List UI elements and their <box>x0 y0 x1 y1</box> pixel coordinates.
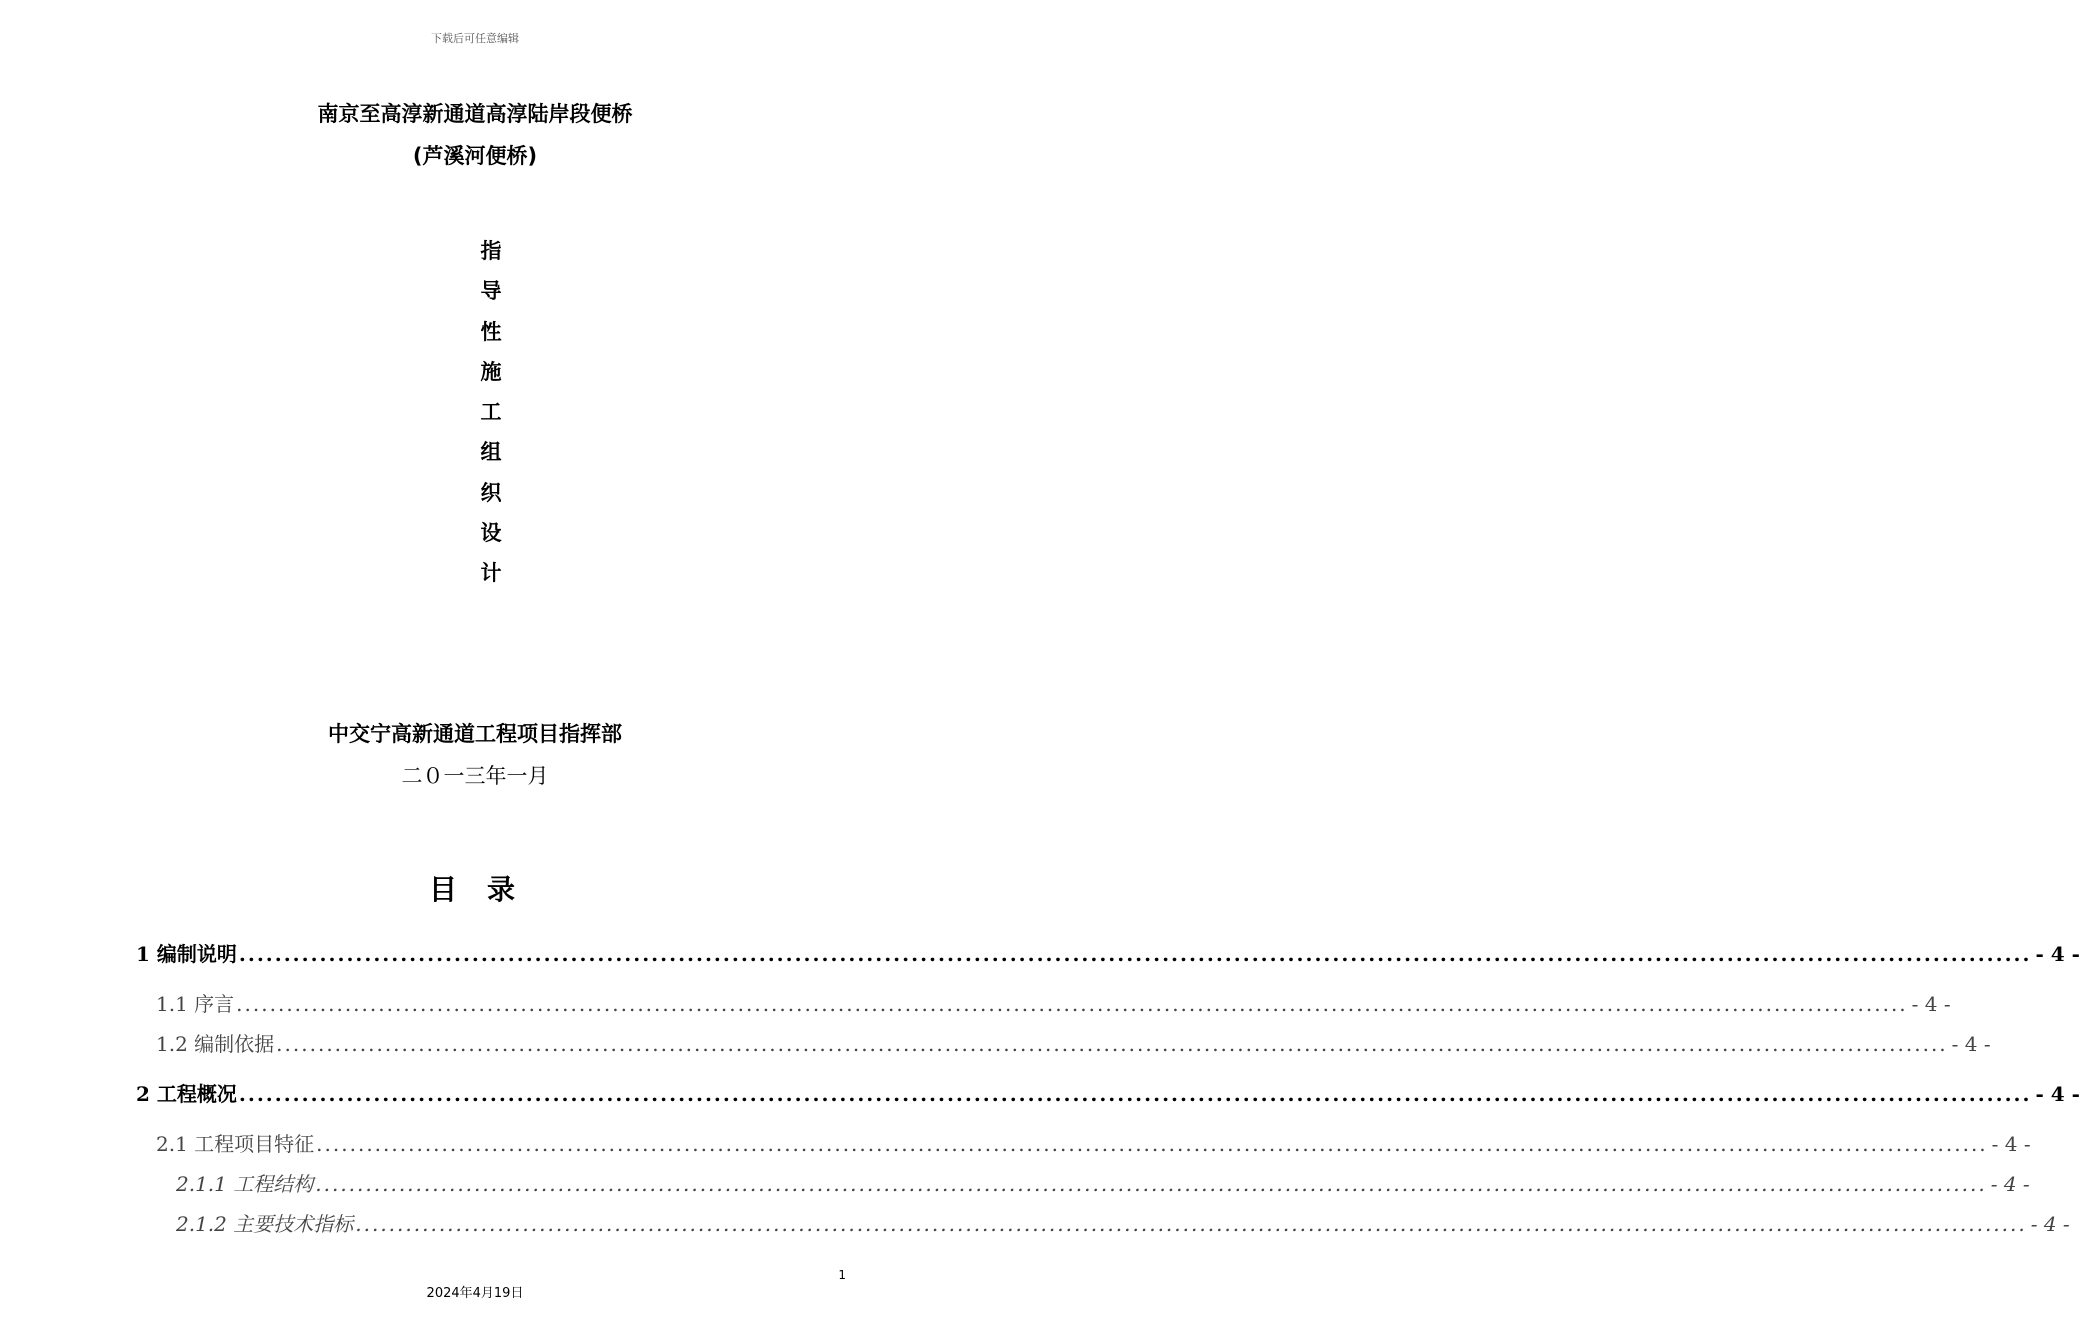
toc-leader-dots: ........................................................................................................................................................................................................ <box>276 1032 1948 1056</box>
vertical-title-char: 设 <box>480 521 502 546</box>
toc-entry-page: - 4 - <box>2035 1082 2080 1106</box>
document-date: 二０一三年一月 <box>401 764 549 788</box>
toc-leader-dots: ........................................................................................................................................................................................................ <box>236 992 1908 1016</box>
toc-entry[interactable] <box>156 988 1951 1017</box>
toc-entry-page: - 4 - <box>2030 1212 2070 1236</box>
vertical-title-char: 计 <box>480 561 502 586</box>
toc-entry[interactable] <box>136 1078 2080 1107</box>
toc-entry-label: 1.1 序言 <box>156 992 235 1016</box>
page-number: 1 <box>838 1268 846 1282</box>
footer-date: 2024年4月19日 <box>426 1286 524 1301</box>
toc-entry[interactable] <box>156 1128 2031 1157</box>
vertical-title-char: 性 <box>480 319 502 344</box>
toc-entry-label: 2.1.2 主要技术指标 <box>176 1212 354 1236</box>
toc-entry-page: - 4 - <box>1951 1032 1991 1056</box>
header-note: 下载后可任意编辑 <box>431 32 519 45</box>
organization-name: 中交宁高新通道工程项目指挥部 <box>328 722 622 746</box>
toc-title-char: 目 <box>428 873 463 906</box>
toc-entry[interactable] <box>176 1208 2070 1237</box>
toc-leader-dots: ........................................................................................................................................................................................................ <box>355 1212 2027 1236</box>
toc-entry-label: 1 编制说明 <box>136 942 237 966</box>
toc-title-char: 录 <box>487 873 522 906</box>
toc-entry[interactable] <box>136 938 2080 967</box>
toc-title <box>0 868 950 908</box>
document-title: 南京至高淳新通道高淳陆岸段便桥 <box>317 102 633 126</box>
toc-entry-label: 2.1 工程项目特征 <box>156 1132 315 1156</box>
toc-entry[interactable] <box>156 1028 1991 1057</box>
toc-leader-dots: ........................................................................................................................................................................................................ <box>315 1172 1987 1196</box>
toc-leader-dots: ........................................................................................................................................................................................................ <box>238 942 2032 966</box>
vertical-title-char: 导 <box>480 279 502 304</box>
vertical-title-char: 施 <box>480 359 502 384</box>
toc-entry-page: - 4 - <box>2035 942 2080 966</box>
toc-entry-page: - 4 - <box>1991 1132 2031 1156</box>
toc-leader-dots: ........................................................................................................................................................................................................ <box>238 1082 2032 1106</box>
vertical-title <box>475 236 507 599</box>
vertical-title-char: 工 <box>480 400 502 425</box>
toc-entry-label: 2 工程概况 <box>136 1082 237 1106</box>
toc-entry-label: 1.2 编制依据 <box>156 1032 275 1056</box>
vertical-title-char: 组 <box>480 440 502 465</box>
vertical-title-char: 指 <box>480 239 502 263</box>
toc-entry-page: - 4 - <box>1990 1172 2030 1196</box>
toc-leader-dots: ........................................................................................................................................................................................................ <box>316 1132 1988 1156</box>
toc-entry[interactable] <box>176 1168 2030 1197</box>
vertical-title-char: 织 <box>480 480 502 505</box>
toc-entry-page: - 4 - <box>1911 992 1951 1016</box>
toc-entry-label: 2.1.1 工程结构 <box>176 1172 314 1196</box>
document-subtitle: (芦溪河便桥) <box>412 144 538 168</box>
